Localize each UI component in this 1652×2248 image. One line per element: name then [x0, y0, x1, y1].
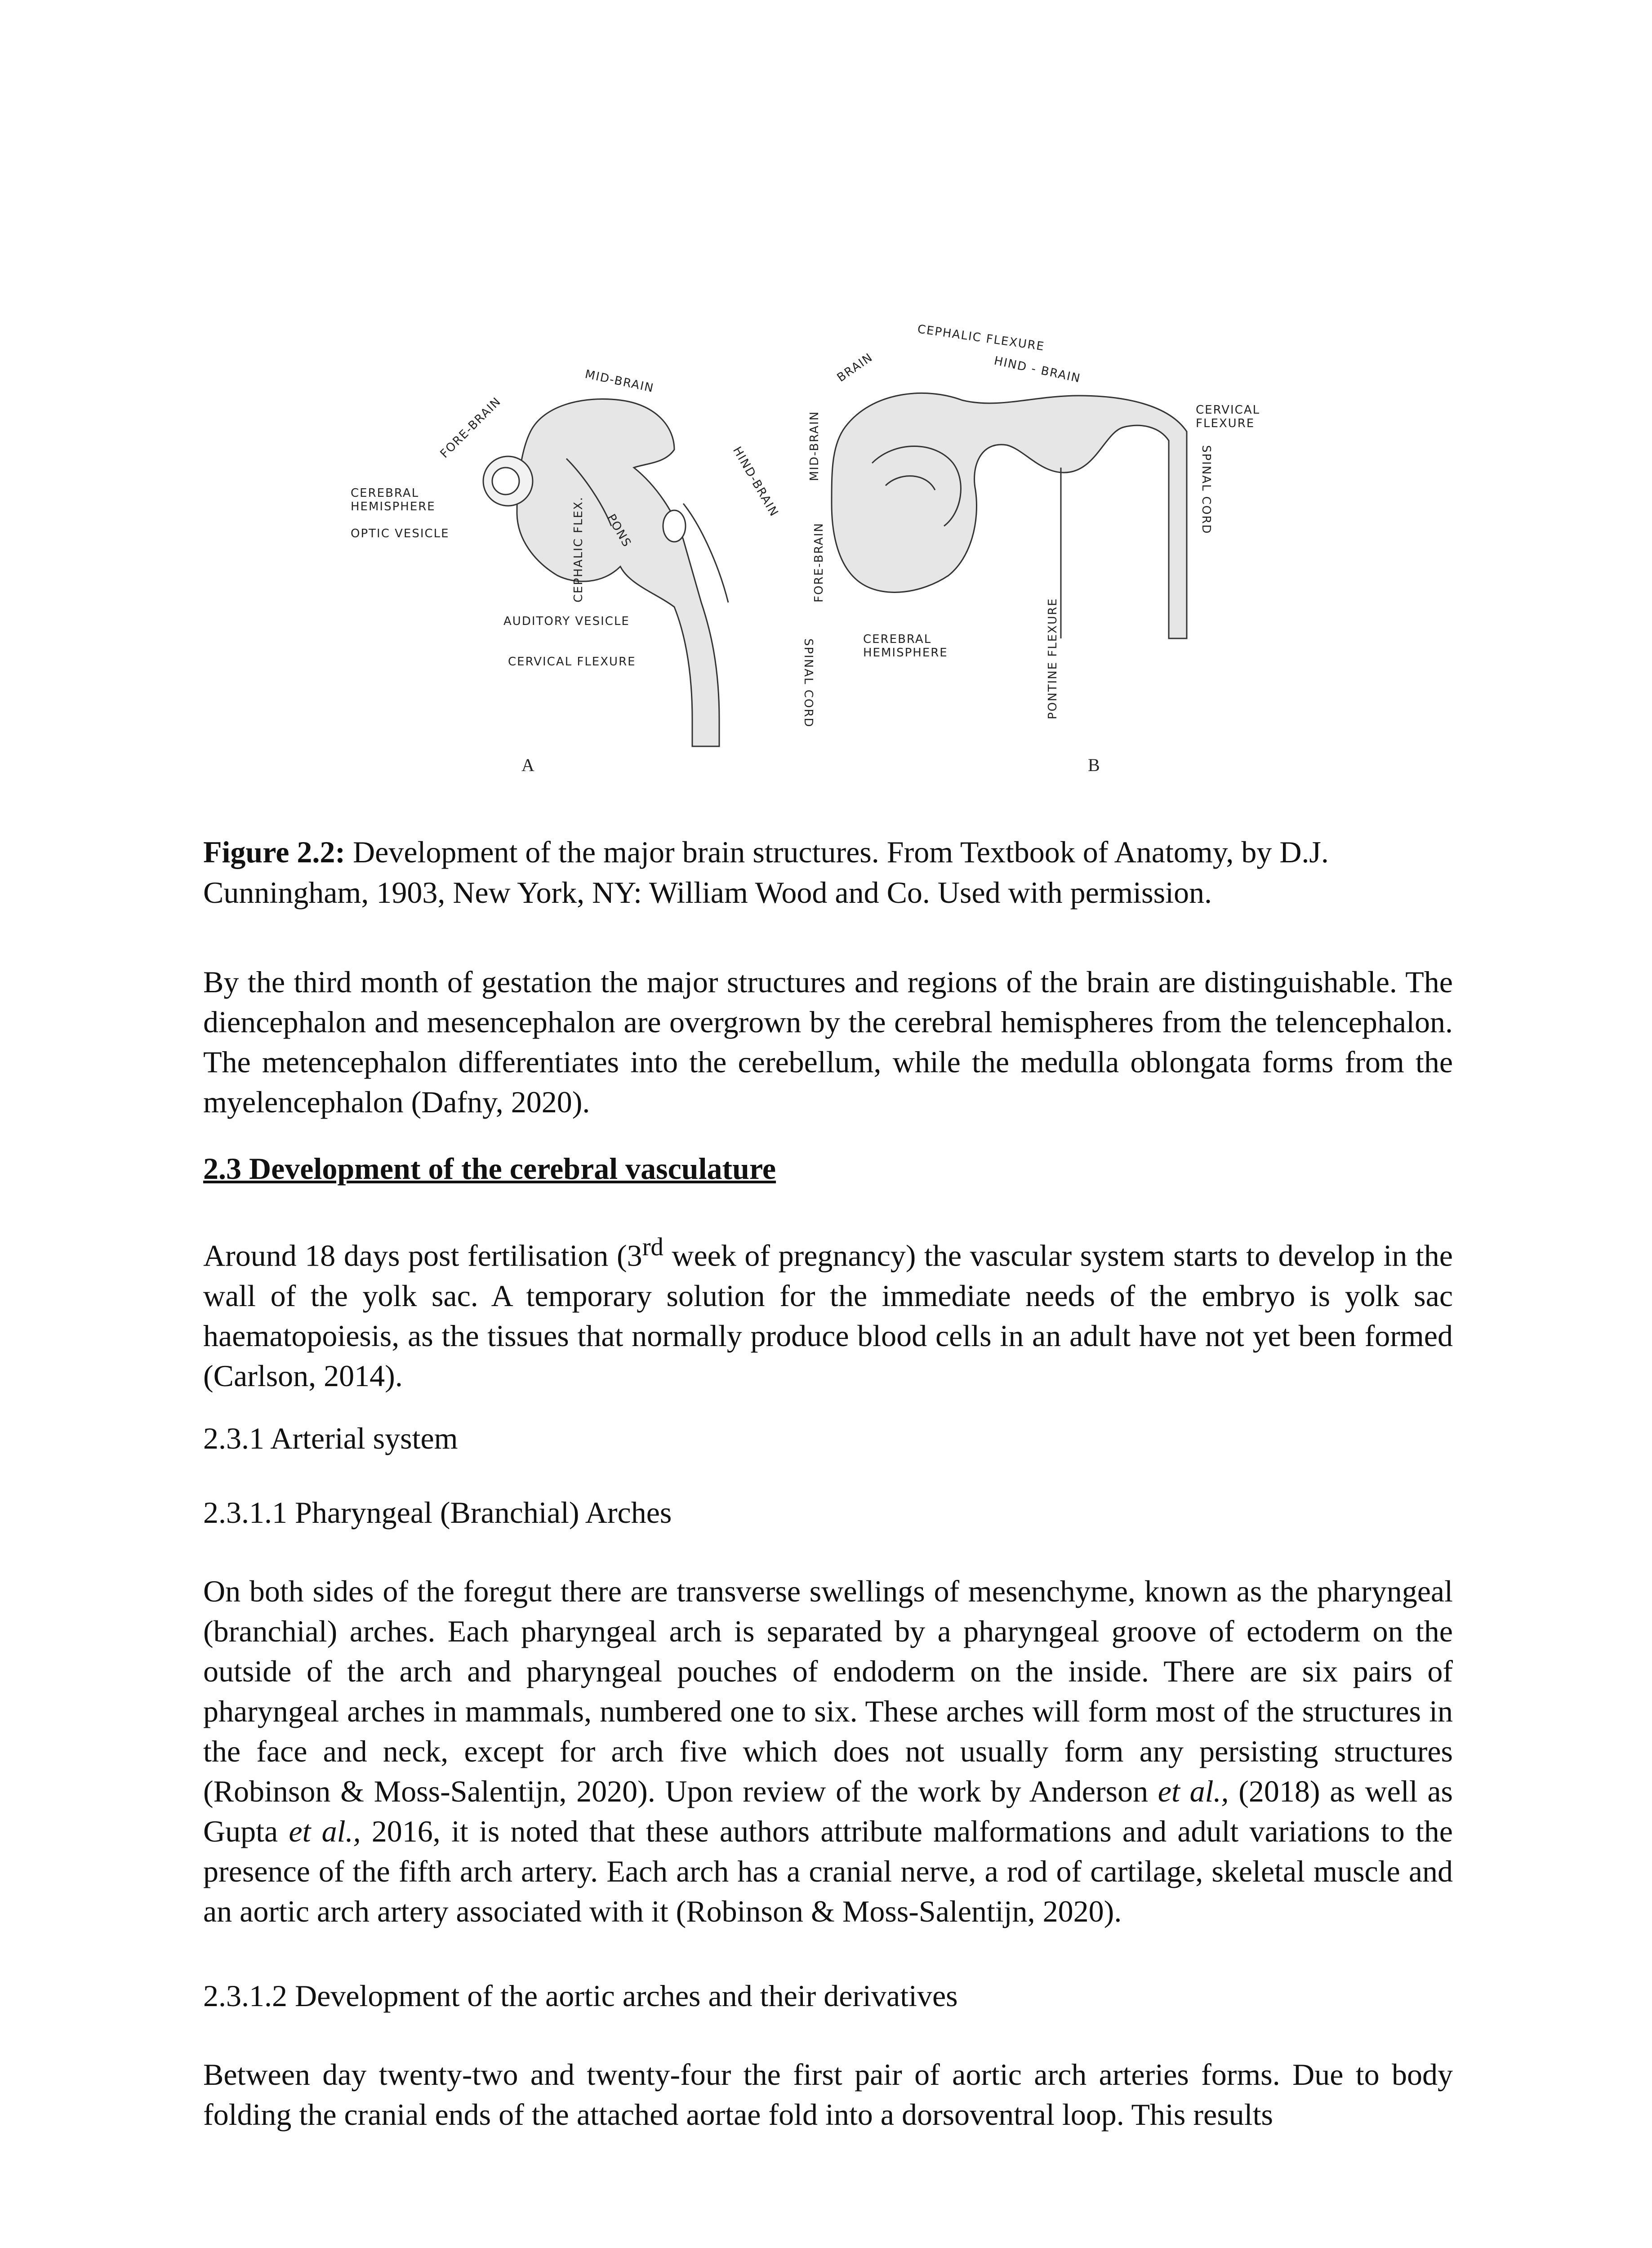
panel-a-label: A	[521, 755, 534, 775]
label-cerebral-b: CEREBRAL	[863, 633, 932, 646]
caption-text: Development of the major brain structures. From Textbook of Anatomy, by D.J. Cunningham, 1903, New York, NY: William Wood and Co. Used with permission.	[203, 835, 1329, 910]
panel-b-drawing	[832, 393, 1187, 638]
caption-label: Figure 2.2:	[203, 835, 346, 869]
label-pontine-flexure: PONTINE FLEXURE	[1046, 598, 1060, 719]
paragraph-pharyngeal-arches	[203, 1571, 1453, 1931]
p2-superscript: rd	[642, 1233, 663, 1261]
p3-text-b: (2018) as well as Gupta	[203, 1774, 1453, 1848]
label-spinal-cord-a: SPINAL CORD	[802, 638, 815, 728]
label-optic-vesicle: OPTIC VESICLE	[351, 527, 450, 540]
label-flexure-b: FLEXURE	[1196, 417, 1255, 430]
label-hind-brain-a: HIND-BRAIN	[730, 444, 781, 519]
p3-etal-2: et al.,	[289, 1814, 361, 1848]
p2-text-b: week of pregnancy) the vascular system starts to develop in the wall of the yolk sac. A temporary solution for the immediate needs of the embryo is yolk sac haematopoiesis, as the tissues that normally produce blood cells in an adult have not yet been formed (Carlson, 2014).	[203, 1238, 1453, 1393]
label-pons: PONS	[604, 512, 634, 550]
p3-text-a: On both sides of the foregut there are transverse swellings of mesenchyme, known as the pharyngeal (branchial) arches. Each pharyngeal arch is separated by a pharyngeal groove of ectoderm on the outside of the arch and pharyngeal pouches of endoderm on the inside. There are six pairs of pharyngeal arches in mammals, numbered one to six. These arches will form most of the structures in the face and neck, except for arch five which does not usually form any persisting structures (Robinson & Moss-Salentijn, 2020). Upon review of the work by Anderson	[203, 1574, 1453, 1808]
label-cervical-flexure-a: CERVICAL FLEXURE	[508, 655, 636, 669]
label-mid-brain-b: MID-BRAIN	[808, 410, 821, 481]
p3-etal-1: et al.,	[1158, 1774, 1229, 1808]
subheading-pharyngeal-arches: 2.3.1.1 Pharyngeal (Branchial) Arches	[203, 1495, 672, 1530]
p3-text-c: 2016, it is noted that these authors attribute malformations and adult variations to the presence of the fifth arch artery. Each arch has a cranial nerve, a rod of cartilage, skeletal muscle and an aortic arch artery associated with it (Robinson & Moss-Salentijn, 2020).	[203, 1814, 1453, 1928]
label-cephalic-flexure-b: CEPHALIC FLEXURE	[917, 322, 1046, 354]
paragraph-aortic-arches: Between day twenty-two and twenty-four the first pair of aortic arch arteries forms. Due to body folding the cranial ends of the attached aortae fold into a dorsoventral loop. This results	[203, 2057, 1453, 2132]
label-mid-brain-a: MID-BRAIN	[583, 367, 655, 396]
section-heading: 2.3 Development of the cerebral vasculature	[203, 1151, 776, 1186]
panel-b-label: B	[1088, 755, 1100, 775]
label-cervical-b: CERVICAL	[1196, 403, 1260, 417]
p2-text-a: Around 18 days post fertilisation (3	[203, 1238, 642, 1273]
subheading-arterial-system: 2.3.1 Arterial system	[203, 1421, 458, 1455]
paragraph-vascular-system	[203, 1227, 1453, 1396]
label-cephalic-flex-a: CEPHALIC FLEX.	[572, 496, 585, 602]
subheading-aortic-arches: 2.3.1.2 Development of the aortic arches and their derivatives	[203, 1979, 958, 2013]
figure-illustration	[333, 315, 1322, 787]
paragraph-brain-regions: By the third month of gestation the major structures and regions of the brain are distinguishable. The diencephalon and mesencephalon are overgrown by the cerebral hemispheres from the telencephalon. The metencephalon differentiates into the cerebellum, while the medulla oblongata forms from the myelencephalon (Dafny, 2020).	[203, 965, 1453, 1119]
brain-development-figure	[333, 315, 1322, 787]
label-brain-b: BRAIN	[834, 350, 876, 385]
label-fore-brain-a: FORE-BRAIN	[437, 394, 504, 461]
label-hind-brain-b: HIND - BRAIN	[993, 354, 1082, 386]
panel-a-drawing	[483, 399, 728, 746]
label-hemisphere-b: HEMISPHERE	[863, 646, 948, 660]
label-fore-brain-b: FORE-BRAIN	[812, 522, 826, 602]
label-spinal-cord-b: SPINAL CORD	[1199, 445, 1213, 535]
label-cerebral-a: CEREBRAL	[351, 486, 419, 500]
label-hemisphere-a: HEMISPHERE	[351, 500, 436, 513]
label-auditory-vesicle: AUDITORY VESICLE	[503, 615, 630, 628]
figure-caption	[203, 832, 1453, 913]
